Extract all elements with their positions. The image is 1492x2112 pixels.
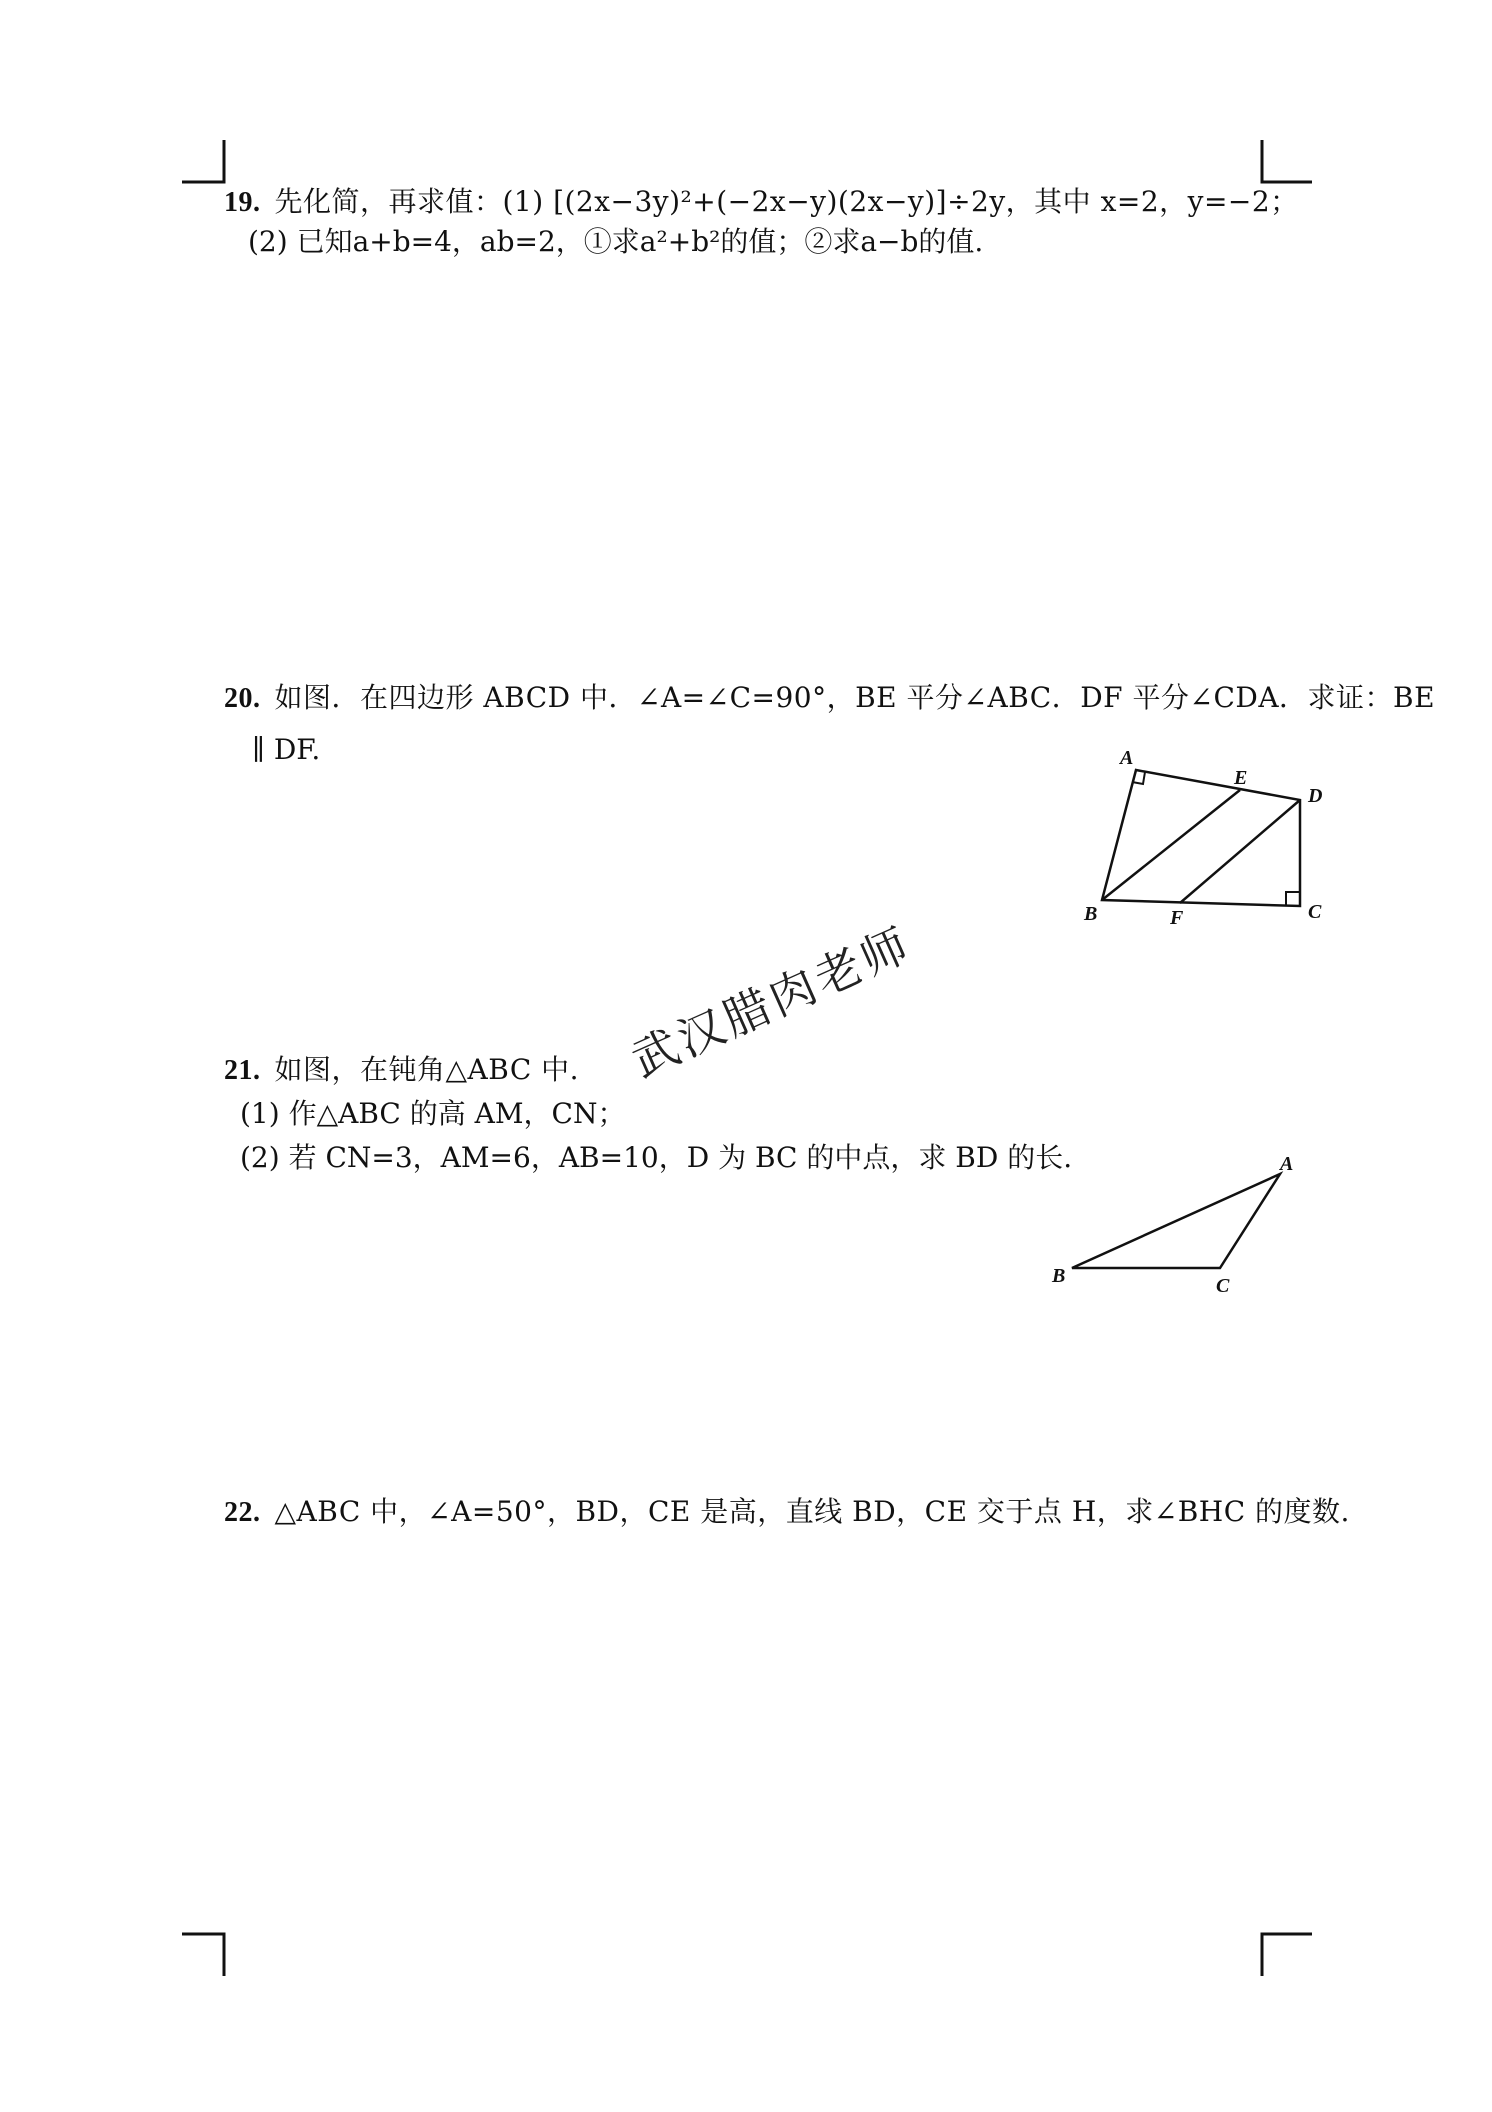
q20-quadrilateral-figure	[1060, 740, 1360, 940]
q20-line1	[224, 680, 1435, 717]
crop-mark-top-left	[180, 138, 230, 188]
q20-text-1: 如图．在四边形 ABCD 中．∠A=∠C=90°，BE 平分∠ABC．DF 平分∠CDA．求证：BE	[274, 681, 1436, 714]
label-c: C	[1216, 1275, 1230, 1297]
segment-be	[1102, 790, 1240, 900]
q19-line2: (2) 已知a+b=4，ab=2，①求a²+b²的值；②求a−b的值.	[248, 225, 984, 258]
q19-line1	[224, 184, 1299, 221]
q21-line3: (2) 若 CN=3，AM=6，AB=10，D 为 BC 的中点，求 BD 的长.	[240, 1141, 1073, 1174]
label-b: B	[1084, 903, 1098, 925]
q21-text-1: 如图，在钝角△ABC 中.	[274, 1053, 580, 1086]
q22-number: 22.	[224, 1497, 261, 1528]
q22-line1	[224, 1494, 1350, 1531]
q22-text-1: △ABC 中，∠A=50°，BD，CE 是高，直线 BD，CE 交于点 H，求∠BHC 的度数.	[274, 1495, 1350, 1528]
crop-mark-top-right	[1260, 138, 1316, 188]
segment-df	[1180, 800, 1300, 903]
crop-mark-bottom-right	[1260, 1930, 1316, 1980]
triangle-abc	[1072, 1174, 1280, 1268]
q21-line2: (1) 作△ABC 的高 AM，CN；	[240, 1097, 626, 1130]
q20-line2: ∥ DF.	[252, 733, 321, 766]
label-e: E	[1234, 767, 1248, 789]
q19-text-1: 先化简，再求值：(1) [(2x−3y)²+(−2x−y)(2x−y)]÷2y，其中 x=2，y=−2；	[274, 185, 1299, 218]
crop-mark-bottom-left	[180, 1930, 230, 1980]
q21-triangle-figure	[1040, 1140, 1310, 1310]
q20-number: 20.	[224, 683, 261, 714]
label-a: A	[1280, 1153, 1294, 1175]
label-f: F	[1170, 907, 1184, 929]
label-a: A	[1120, 747, 1134, 769]
right-angle-mark-c	[1286, 892, 1300, 906]
q19-number: 19.	[224, 187, 261, 218]
label-c: C	[1308, 901, 1322, 923]
watermark: 武汉腊肉老师	[623, 916, 920, 1088]
q21-line1	[224, 1052, 579, 1089]
label-d: D	[1308, 785, 1323, 807]
q21-number: 21.	[224, 1055, 261, 1086]
label-b: B	[1052, 1265, 1066, 1287]
